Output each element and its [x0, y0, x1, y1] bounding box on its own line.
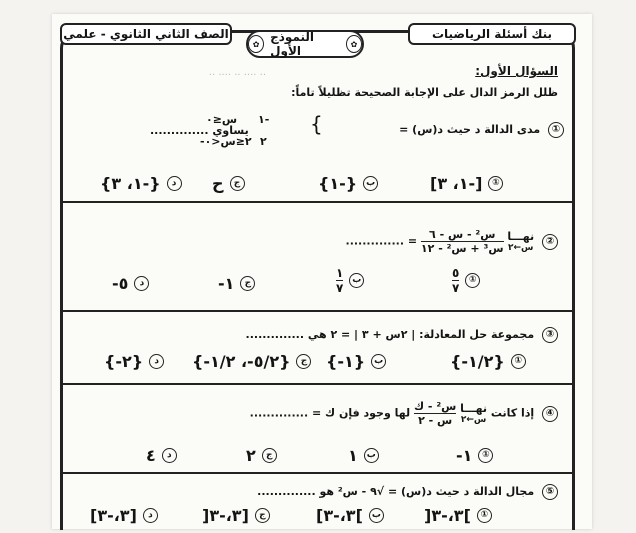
q3-number: ③: [542, 327, 558, 343]
divider-1: [62, 201, 574, 203]
model-title-badge: [246, 30, 364, 58]
q2-number: ②: [542, 234, 558, 250]
q2-option-c[interactable]: ج ١-: [218, 274, 255, 293]
q1-brace: {: [310, 112, 323, 136]
divider-4: [62, 472, 574, 474]
q2-fraction: $\frac{\text{س² - س - ٦}}{\text{س³ + س² - ١٢}}$: [420, 228, 504, 255]
q5-number: ⑤: [542, 484, 558, 500]
q4-line: ④ إذا كانت نهـــا س←٢ $\frac{\text{س² - ك}}{\text{س - ٢}}$ لها وجود فإن ك = ..............: [250, 400, 558, 427]
q2-option-a[interactable]: ① $\frac{٥}{٧}$: [452, 266, 480, 295]
q1-option-c[interactable]: ج ح: [212, 174, 245, 193]
q4-option-a[interactable]: ① ١-: [456, 446, 493, 465]
bank-title: بنك أسئلة الرياضيات: [408, 23, 576, 45]
divider-2: [62, 310, 574, 312]
q5-option-a[interactable]: ① ]٣،-٣[: [424, 506, 492, 525]
q1-lead: ① مدى الدالة د حيث د(س) =: [399, 122, 564, 138]
q3-option-a[interactable]: ① {١/٢-}: [450, 352, 526, 371]
q3-option-d[interactable]: د {٢-}: [104, 352, 164, 371]
q4-limit: نهـــا س←٢: [460, 402, 487, 425]
right-seal-icon: ✿: [248, 35, 264, 53]
q1-tail: يساوي ..............: [150, 124, 249, 137]
q1-case2-expr: ٢: [260, 135, 267, 148]
grade-label: الصف الثاني الثانوي - علمي: [60, 23, 232, 45]
q4-number: ④: [542, 406, 558, 422]
q5-option-d[interactable]: د [٣،-٣]: [90, 506, 158, 525]
left-seal-icon: ✿: [346, 35, 362, 53]
q1-option-b[interactable]: ب {-١}: [318, 174, 378, 193]
q2-option-d[interactable]: د ٥-: [112, 274, 149, 293]
instruction: ظلل الرمز الدال على الإجابة الصحيحة تظليلاً تاماً:: [291, 86, 558, 99]
q1-number: ①: [548, 122, 564, 138]
q2-line: ② نهـــا س←٢ $\frac{\text{س² - س - ٦}}{\text{س³ + س² - ١٢}}$ = ..............: [346, 228, 558, 255]
q5-option-c[interactable]: ج [٣،-٣[: [202, 506, 270, 525]
q1-case1-expr: ١-: [258, 113, 270, 126]
q1-case2-cond: -٢≤س<٠: [200, 135, 252, 148]
divider-3: [62, 383, 574, 385]
q4-fraction: $\frac{\text{س² - ك}}{\text{س - ٢}}$: [414, 400, 457, 427]
q4-option-d[interactable]: د ٤: [146, 446, 177, 465]
q1-case1-cond: س≤٠: [206, 113, 238, 126]
q4-option-b[interactable]: ب ١: [348, 446, 379, 465]
watermark-text: ·· ···· ·· ···· ··: [208, 70, 266, 81]
q3-line: ③ مجموعة حل المعادلة: | ٢س + ٣ | = ٢ هي ..............: [246, 327, 558, 343]
section-heading: السؤال الأول:: [475, 64, 558, 78]
q1-option-d[interactable]: د {-١، ٣}: [100, 174, 182, 193]
q2-limit: نهـــا س←٢: [507, 230, 535, 253]
q5-option-b[interactable]: ب ]٣،-٣]: [316, 506, 384, 525]
q2-option-b[interactable]: ب $\frac{١}{٧}$: [336, 266, 364, 295]
model-title: النموذج الأول: [270, 30, 315, 58]
q1-option-a[interactable]: ① [-١، ٣]: [430, 174, 503, 193]
q3-option-b[interactable]: ب {١-}: [326, 352, 386, 371]
q5-line: ⑤ مجال الدالة د حيث د(س) = √٩ - س² هو ..............: [257, 484, 558, 500]
q3-option-c[interactable]: ج {٥/٢-، ١/٢-}: [192, 352, 311, 371]
q4-option-c[interactable]: ج ٢: [246, 446, 277, 465]
